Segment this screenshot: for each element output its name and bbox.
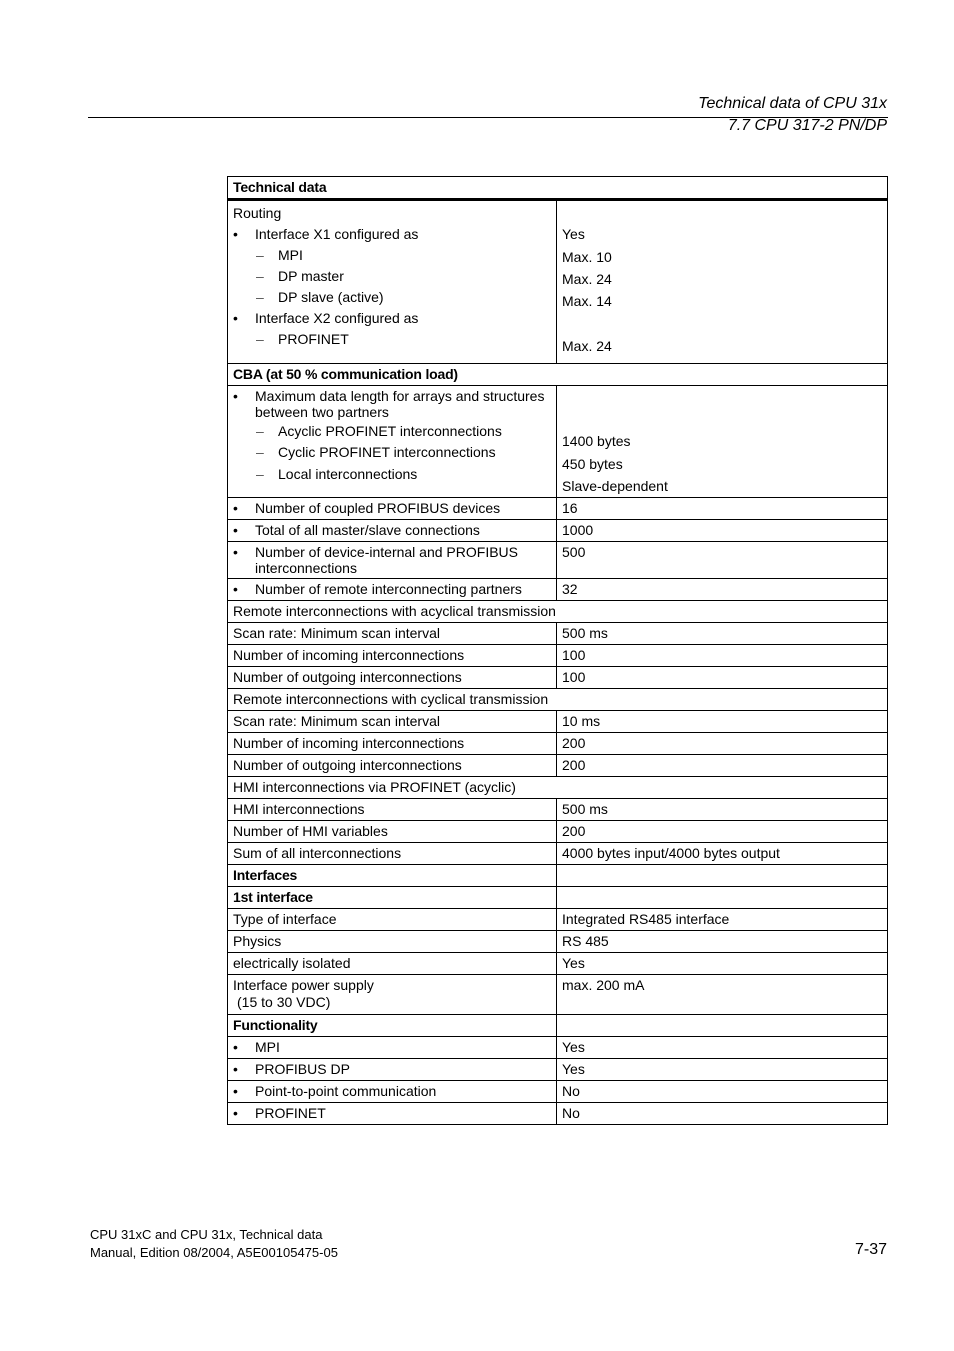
routing-labels — [228, 200, 557, 364]
section-heading-row — [228, 1015, 888, 1037]
routing-value: Max. 24 — [562, 271, 612, 287]
cba-data-length-row — [228, 386, 888, 498]
list-item: • Interface X1 configured as — [233, 226, 419, 242]
list-subitem: – DP slave (active) — [256, 289, 384, 305]
table-row — [228, 1037, 888, 1059]
first-interface-heading: 1st interface — [228, 887, 557, 909]
table-row — [228, 843, 888, 865]
bullet-icon: • — [233, 1083, 238, 1099]
table-row — [228, 1081, 888, 1103]
cell-value: 16 — [557, 498, 888, 520]
section-heading-row — [228, 887, 888, 909]
list-subitem: – Cyclic PROFINET interconnections — [256, 444, 496, 460]
table-title-row — [228, 177, 888, 200]
cell-value: 200 — [557, 821, 888, 843]
cba-value: 450 bytes — [562, 456, 623, 472]
list-item: • PROFIBUS DP — [233, 1061, 350, 1077]
cba-value: 1400 bytes — [562, 433, 631, 449]
bullet-icon: • — [233, 581, 238, 597]
cell-value: 1000 — [557, 520, 888, 542]
table-row — [228, 1059, 888, 1081]
list-item: • Interface X2 configured as — [233, 310, 419, 326]
bullet-icon: • — [233, 544, 238, 560]
cell-value: 500 ms — [557, 623, 888, 645]
bullet-icon: • — [233, 226, 238, 242]
table-row — [228, 520, 888, 542]
dash-icon: – — [256, 289, 264, 305]
dash-icon: – — [256, 247, 264, 263]
routing-value: Yes — [562, 226, 585, 242]
list-item: • Maximum data length for arrays and structures between two partners — [233, 388, 545, 420]
technical-data-table — [227, 176, 888, 1125]
table-row — [228, 579, 888, 601]
table-row — [228, 755, 888, 777]
cell-label: electrically isolated — [228, 953, 557, 975]
acyclic-heading: Remote interconnections with acyclical transmission — [228, 601, 888, 623]
table-row — [228, 909, 888, 931]
hmi-heading: HMI interconnections via PROFINET (acyclic) — [228, 777, 888, 799]
cell-label: Type of interface — [228, 909, 557, 931]
cell-value: No — [557, 1081, 888, 1103]
cba-values — [557, 386, 888, 498]
list-item: • Number of device-internal and PROFIBUS interconnections — [233, 544, 518, 576]
bullet-icon: • — [233, 388, 238, 404]
table-row — [228, 623, 888, 645]
cell-label: Number of outgoing interconnections — [228, 755, 557, 777]
cell-value: 100 — [557, 667, 888, 689]
cell-value: 200 — [557, 755, 888, 777]
cell-label: Physics — [228, 931, 557, 953]
section-heading-row — [228, 865, 888, 887]
cell-value: Yes — [557, 953, 888, 975]
table-row — [228, 733, 888, 755]
footer-edition: Manual, Edition 08/2004, A5E00105475-05 — [90, 1245, 338, 1260]
table-row — [228, 1103, 888, 1125]
table-row — [228, 953, 888, 975]
list-item: • PROFINET — [233, 1105, 326, 1121]
functionality-heading: Functionality — [228, 1015, 557, 1037]
table-row — [228, 975, 888, 1015]
table-row — [228, 821, 888, 843]
list-item: • Number of remote interconnecting partners — [233, 581, 522, 597]
list-subitem: – MPI — [256, 247, 303, 263]
cell-value: 100 — [557, 645, 888, 667]
routing-value: Max. 24 — [562, 338, 612, 354]
bullet-icon: • — [233, 1105, 238, 1121]
cell-value: 500 — [557, 542, 888, 579]
cell-label: Number of incoming interconnections — [228, 645, 557, 667]
cell-label: Number of HMI variables — [228, 821, 557, 843]
power-supply-label: Interface power supply (15 to 30 VDC) — [228, 975, 557, 1015]
cell-value: RS 485 — [557, 931, 888, 953]
cell-value: max. 200 mA — [557, 975, 888, 1015]
cyclic-heading: Remote interconnections with cyclical transmission — [228, 689, 888, 711]
list-item: • Point-to-point communication — [233, 1083, 437, 1099]
cell-value: 10 ms — [557, 711, 888, 733]
cell-label: Number of incoming interconnections — [228, 733, 557, 755]
cell-value: Integrated RS485 interface — [557, 909, 888, 931]
cell-value: 200 — [557, 733, 888, 755]
bullet-icon: • — [233, 522, 238, 538]
list-subitem: – DP master — [256, 268, 344, 284]
list-item: • Number of coupled PROFIBUS devices — [233, 500, 501, 516]
section-heading-row — [228, 601, 888, 623]
page-number: 7-37 — [854, 1241, 887, 1258]
list-item: • MPI — [233, 1039, 280, 1055]
cell-value: Yes — [557, 1037, 888, 1059]
table-title: Technical data — [228, 177, 888, 200]
cell-value: No — [557, 1103, 888, 1125]
bullet-icon: • — [233, 310, 238, 326]
header-section-title: 7.7 CPU 317-2 PN/DP — [727, 117, 887, 134]
bullet-icon: • — [233, 1061, 238, 1077]
table-row — [228, 667, 888, 689]
table-row — [228, 711, 888, 733]
cba-heading-row — [228, 364, 888, 386]
routing-values — [557, 200, 888, 364]
cell-value: 4000 bytes input/4000 bytes output — [557, 843, 888, 865]
cell-value: 500 ms — [557, 799, 888, 821]
dash-icon: – — [256, 331, 264, 347]
bullet-icon: • — [233, 1039, 238, 1055]
cell-label: Scan rate: Minimum scan interval — [228, 711, 557, 733]
table-row — [228, 799, 888, 821]
table-row — [228, 645, 888, 667]
interfaces-heading: Interfaces — [228, 865, 557, 887]
cell-label: Scan rate: Minimum scan interval — [228, 623, 557, 645]
dash-icon: – — [256, 423, 264, 439]
cell-label: Sum of all interconnections — [228, 843, 557, 865]
table-row — [228, 542, 888, 579]
dash-icon: – — [256, 268, 264, 284]
list-subitem: – Acyclic PROFINET interconnections — [256, 423, 502, 439]
bullet-icon: • — [233, 500, 238, 516]
cell-label: Number of outgoing interconnections — [228, 667, 557, 689]
routing-row — [228, 200, 888, 364]
table-row — [228, 498, 888, 520]
list-subitem: – Local interconnections — [256, 466, 418, 482]
footer-manual-title: CPU 31xC and CPU 31x, Technical data — [90, 1227, 323, 1242]
routing-label: Routing — [233, 205, 282, 221]
cell-value: 32 — [557, 579, 888, 601]
routing-value: Max. 10 — [562, 249, 612, 265]
header-chapter-title: Technical data of CPU 31x — [698, 95, 887, 112]
cba-heading: CBA (at 50 % communication load) — [228, 364, 888, 386]
section-heading-row — [228, 777, 888, 799]
routing-value: Max. 14 — [562, 293, 612, 309]
dash-icon: – — [256, 466, 264, 482]
section-heading-row — [228, 689, 888, 711]
cba-labels — [228, 386, 557, 498]
list-subitem: – PROFINET — [256, 331, 349, 347]
cell-value: Yes — [557, 1059, 888, 1081]
list-item: • Total of all master/slave connections — [233, 522, 480, 538]
cell-label: HMI interconnections — [228, 799, 557, 821]
cba-value: Slave-dependent — [562, 478, 668, 494]
table-row — [228, 931, 888, 953]
dash-icon: – — [256, 444, 264, 460]
